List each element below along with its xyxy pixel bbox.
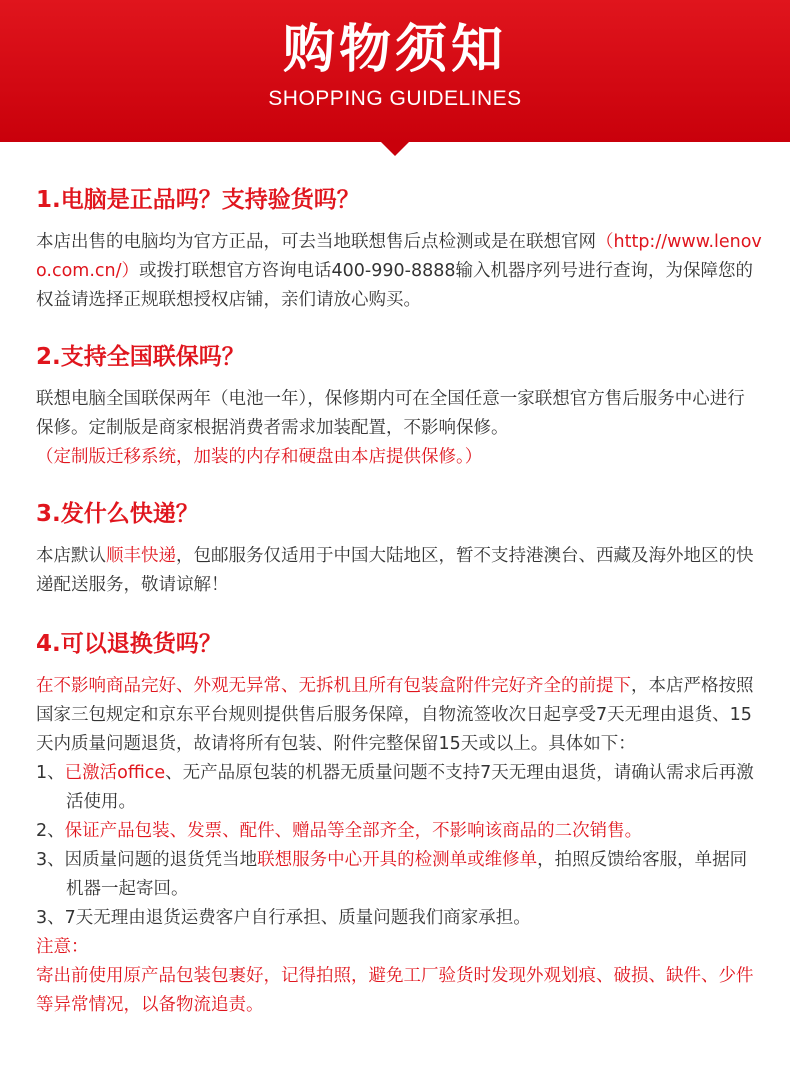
guidelines-content <box>36 184 762 1020</box>
page-title: 购物须知 <box>282 20 507 80</box>
list-item-text: ，拍照反馈给客服，单据同机器一起寄回。 <box>66 850 748 899</box>
body-text: ，包邮服务仅适用于中国大陆地区，暂不支持港澳台、西藏及海外地区的快递配送服务，敬请谅解！ <box>36 546 754 595</box>
section-body <box>36 385 762 443</box>
header-pointer <box>381 142 409 156</box>
list-item-number: 1、 <box>36 763 65 783</box>
list-item <box>36 904 762 933</box>
list-item-highlight: 保证产品包装、发票、配件、赠品等全部齐全，不影响该商品的二次销售。 <box>64 821 643 841</box>
list-item-number: 3、 <box>36 908 65 928</box>
section-title: 1.电脑是正品吗？支持验货吗？ <box>36 187 360 213</box>
section-shipping <box>36 498 762 600</box>
list-item-number: 2、 <box>36 821 65 841</box>
body-text: 本店默认 <box>36 546 106 566</box>
note-label: 注意： <box>36 937 89 957</box>
list-item-text: 、无产品原包装的机器无质量问题不支持7天无理由退货，请确认需求后再激活使用。 <box>66 763 754 812</box>
body-text: 本店出售的电脑均为官方正品，可去当地联想售后点检测或是在联想官网 <box>36 232 596 252</box>
section-title: 3.发什么快递？ <box>36 501 199 527</box>
official-website-link: （http://www.lenovo.com.cn/） <box>36 232 762 281</box>
note-text: 寄出前使用原产品包装包裹好，记得拍照，避免工厂验货时发现外观划痕、破损、缺件、少件等异常情况，以备物流追责。 <box>36 966 754 1015</box>
custom-version-note: （定制版迁移系统，加装的内存和硬盘由本店提供保修。） <box>36 447 483 467</box>
list-item-number: 3、 <box>36 850 65 870</box>
courier-name: 顺丰快递 <box>106 546 176 566</box>
page-subtitle: SHOPPING GUIDELINES <box>268 87 522 110</box>
section-authenticity <box>36 184 762 315</box>
list-item-text: 因质量问题的退货凭当地 <box>64 850 258 870</box>
list-item-highlight: 联想服务中心开具的检测单或维修单 <box>257 850 538 870</box>
body-text: 联想电脑全国联保两年（电池一年），保修期内可在全国任意一家联想官方售后服务中心进行保修。定制版是商家根据消费者需求加装配置，不影响保修。 <box>36 389 745 438</box>
list-item <box>36 846 762 904</box>
list-item <box>36 759 762 817</box>
list-item <box>36 817 762 846</box>
list-item-highlight: 已激活office <box>64 763 166 783</box>
section-title: 2.支持全国联保吗？ <box>36 344 245 370</box>
section-body <box>36 542 762 600</box>
list-item-text: 7天无理由退货运费客户自行承担、质量问题我们商家承担。 <box>64 908 531 928</box>
section-body <box>36 672 762 759</box>
section-warranty <box>36 341 762 472</box>
body-text: 或拨打联想官方咨询电话400-990-8888输入机器序列号进行查询，为保障您的权益请选择正规联想授权店铺，亲们请放心购买。 <box>36 261 753 310</box>
body-text: ，本店严格按照国家三包规定和京东平台规则提供售后服务保障，自物流签收次日起享受7天无理由退货、15天内质量问题退货，故请将所有包装、附件完整保留15天或以上。具体如下： <box>36 676 754 754</box>
page-header <box>0 0 790 142</box>
return-condition: 在不影响商品完好、外观无异常、无拆机且所有包装盒附件完好齐全的前提下 <box>36 676 631 696</box>
section-title: 4.可以退换货吗？ <box>36 631 222 657</box>
section-returns <box>36 628 762 1020</box>
section-body <box>36 228 762 315</box>
